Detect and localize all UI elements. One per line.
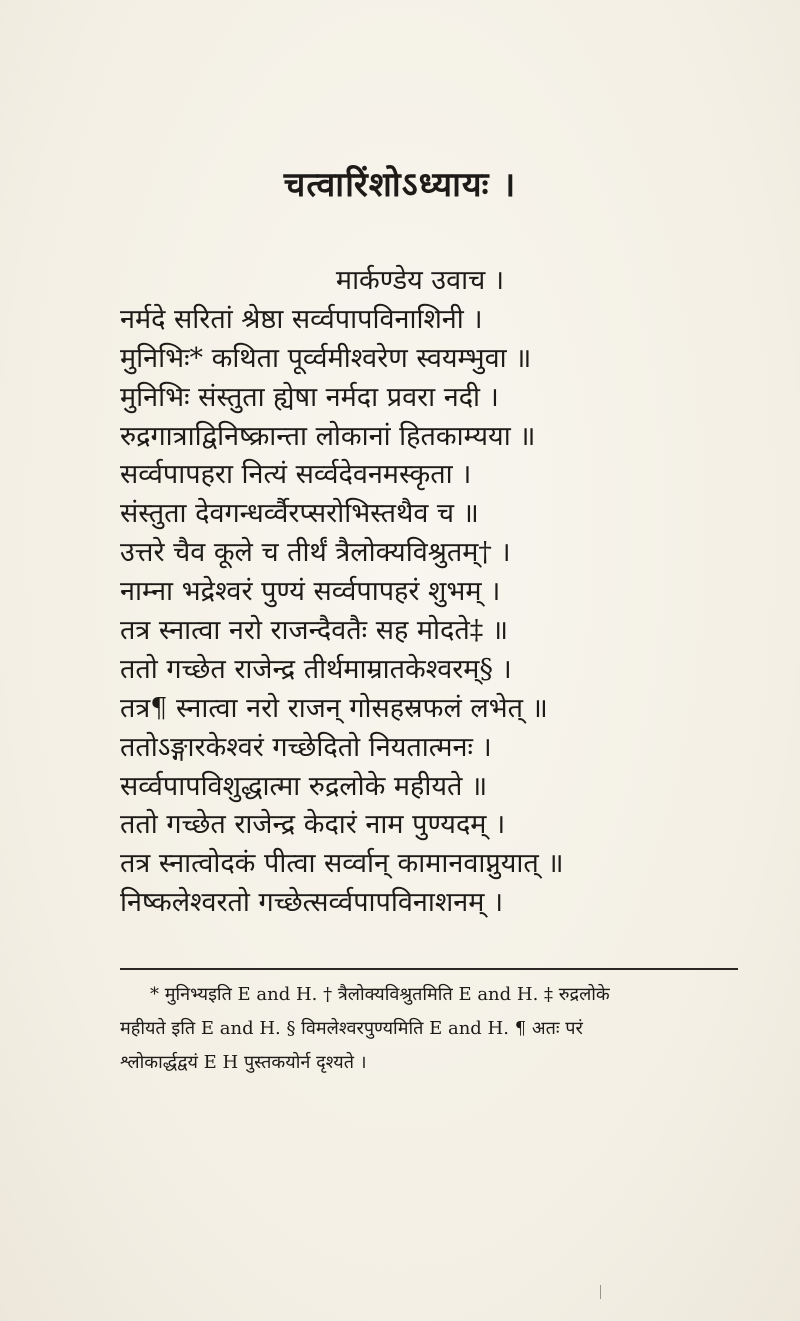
verse-line: संस्तुता देवगन्धर्व्वैरप्सरोभिस्तथैव च ॥ bbox=[120, 498, 479, 530]
verse-line: तत्र स्नात्वा नरो राजन्दैवतैः सह मोदते‡ ॥ bbox=[120, 615, 508, 647]
verse-line: ततो गच्छेत राजेन्द्र केदारं नाम पुण्यदम् । bbox=[120, 809, 506, 841]
footnote-line: श्लोकार्द्धद्वयं E H पुस्तकयोर्न दृश्यते । bbox=[120, 1052, 367, 1073]
verse-line: मुनिभिः संस्तुता ह्येषा नर्मदा प्रवरा नदी । bbox=[120, 381, 499, 413]
page-mark bbox=[600, 1285, 605, 1299]
verse-line: तत्र स्नात्वोदकं पीत्वा सर्व्वान् कामानवाप्नुयात् ॥ bbox=[120, 848, 564, 880]
footnote-rule bbox=[120, 968, 738, 970]
verse-line: ततोऽङ्गारकेश्वरं गच्छेदितो नियतात्मनः । bbox=[120, 731, 492, 763]
verse-line: निष्कलेश्वरतो गच्छेत्सर्व्वपापविनाशनम् । bbox=[120, 887, 504, 919]
footnotes bbox=[120, 978, 750, 1080]
footnote-line: महीयते इति E and H. § विमलेश्वरपुण्यमिति E and H. ¶ अतः परं bbox=[120, 1018, 583, 1039]
verse-line: नर्मदे सरितां श्रेष्ठा सर्व्वपापविनाशिनी । bbox=[120, 303, 483, 335]
chapter-title: चत्वारिंशोऽध्यायः । bbox=[283, 165, 517, 205]
verse-line: सर्व्वपापहरा नित्यं सर्व्वदेवनमस्कृता । bbox=[120, 459, 472, 491]
verse-block bbox=[120, 262, 720, 923]
verse-line: मुनिभिः* कथिता पूर्व्वमीश्वरेण स्वयम्भुवा ॥ bbox=[120, 342, 532, 374]
verse-line: ततो गच्छेत राजेन्द्र तीर्थमाम्रातकेश्वरम्§ । bbox=[120, 653, 512, 685]
verse-line: रुद्रगात्राद्विनिष्क्रान्ता लोकानां हितकाम्यया ॥ bbox=[120, 420, 536, 452]
speaker-line: मार्कण्डेय उवाच । bbox=[335, 265, 505, 296]
footnote-line: * मुनिभ्यइति E and H. † त्रैलोक्यविश्रुतमिति E and H. ‡ रुद्रलोके bbox=[150, 984, 610, 1005]
verse-line: सर्व्वपापविशुद्धात्मा रुद्रलोके महीयते ॥ bbox=[120, 770, 488, 802]
verse-line: उत्तरे चैव कूले च तीर्थं त्रैलोक्यविश्रुतम्† । bbox=[120, 537, 511, 569]
verse-line: तत्र¶ स्नात्वा नरो राजन् गोसहस्रफलं लभेत् ॥ bbox=[120, 692, 548, 724]
verse-line: नाम्ना भद्रेश्वरं पुण्यं सर्व्वपापहरं शुभम् । bbox=[120, 576, 501, 608]
